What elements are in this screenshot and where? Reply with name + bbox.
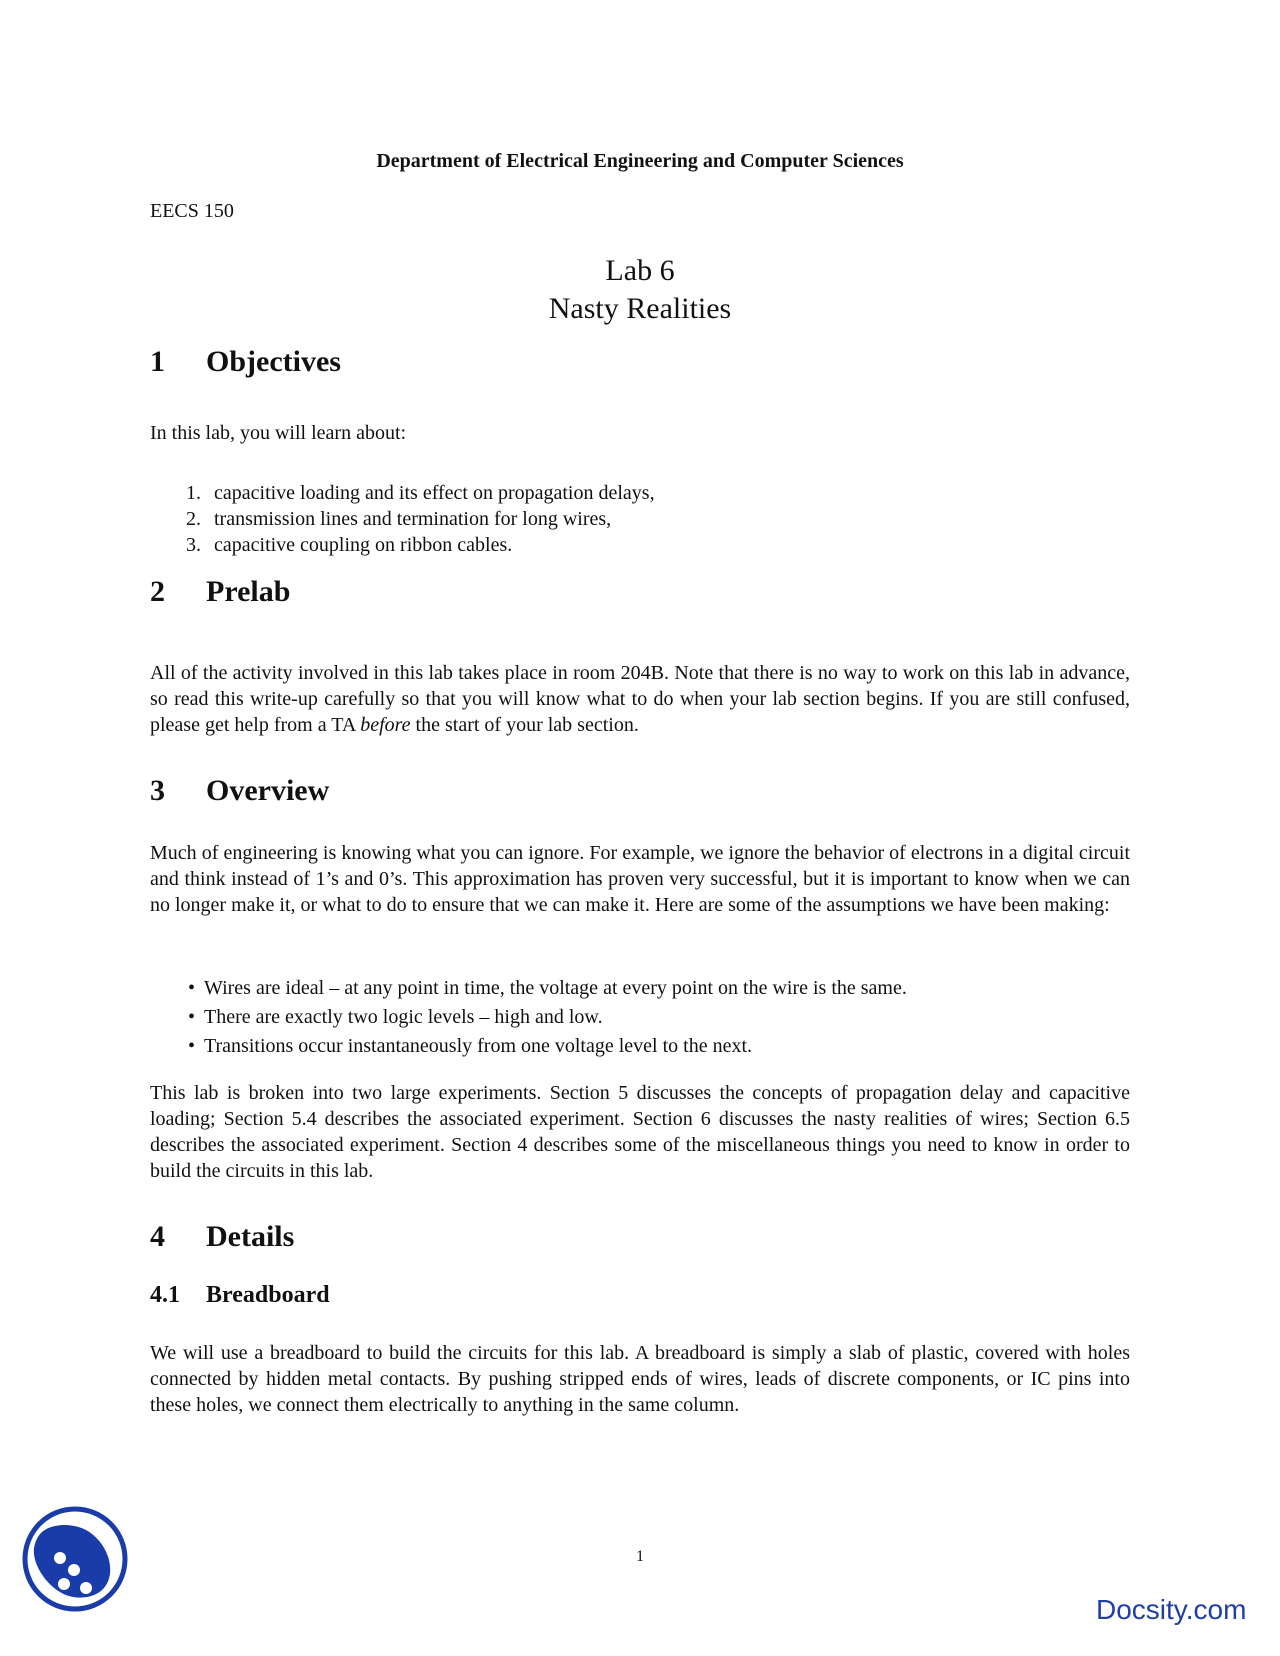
section-number: 1 [150,345,165,378]
list-item [150,532,655,558]
assumptions-list [150,974,907,1061]
bullet-icon: • [188,1006,196,1028]
section-heading-prelab [150,575,290,609]
objectives-list [150,480,655,558]
course-code: EECS 150 [150,200,234,222]
prelab-text-end: the start of your lab section. [410,714,639,736]
section-title: Overview [206,774,330,807]
overview-paragraph-2: This lab is broken into two large experiments. Section 5 discusses the concepts of propagation delay and capacitive loading; Section 5.4 describes the associated experiment. Section 6 discusses the nasty realities of wires; Section 6.5 describes the associated experiment. Section 4 describes some of the miscellaneous things you need to know in order to build the circuits in this lab. [150,1082,1130,1182]
list-item-text: capacitive coupling on ribbon cables. [214,534,513,556]
list-marker: 1. [186,482,201,504]
list-marker: 2. [186,508,201,530]
list-item [150,1032,907,1061]
lab-title: Nasty Realities [548,292,732,325]
list-item-text: There are exactly two logic levels – high and low. [204,1006,603,1028]
subsection-heading-breadboard [150,1282,330,1309]
section-title: Details [206,1220,295,1253]
section-number: 4 [150,1220,165,1253]
section-title: Objectives [206,345,341,378]
subsection-number: 4.1 [150,1282,180,1308]
docsity-logo-icon [20,1504,130,1614]
docsity-brand-link[interactable]: Docsity.com [1096,1594,1247,1625]
subsection-title: Breadboard [206,1282,330,1308]
page-number: 1 [636,1548,644,1565]
list-item-text: Wires are ideal – at any point in time, the voltage at every point on the wire is the same. [204,977,907,999]
overview-paragraph-1: Much of engineering is knowing what you can ignore. For example, we ignore the behavior of electrons in a digital circuit and think instead of 1’s and 0’s. This approximation has proven very successful, but it is important to know when we can no longer make it, or what to do to ensure that we can make it. Here are some of the assumptions we have been making: [150,842,1130,916]
prelab-paragraph [150,660,1130,738]
section-heading-details [150,1220,294,1254]
bullet-icon: • [188,977,196,999]
lab-title-block [150,252,1130,328]
list-item [150,506,655,532]
section-title: Prelab [206,575,291,608]
list-item-text: capacitive loading and its effect on propagation delays, [214,482,655,504]
list-marker: 3. [186,534,201,556]
bullet-icon: • [188,1035,196,1057]
section-number: 3 [150,774,165,807]
section-heading-objectives [150,345,341,379]
breadboard-paragraph: We will use a breadboard to build the circuits for this lab. A breadboard is simply a slab of plastic, covered with holes connected by hidden metal contacts. By pushing stripped ends of wires, leads of discrete components, or IC pins into these holes, we connect them electrically to anything in the same column. [150,1342,1130,1416]
department-heading: Department of Electrical Engineering and Computer Sciences [376,150,904,172]
list-item [150,480,655,506]
list-item-text: Transitions occur instantaneously from one voltage level to the next. [204,1035,753,1057]
list-item [150,974,907,1003]
prelab-text-start: All of the activity involved in this lab takes place in room 204B. Note that there is no way to work on this lab in advance, so read this write-up carefully so that you will know what to do when your lab section begins. If you are still confused, please get help from a TA [150,662,1130,736]
lab-number: Lab 6 [605,254,675,287]
objectives-intro: In this lab, you will learn about: [150,422,407,444]
section-heading-overview [150,774,329,808]
list-item [150,1003,907,1032]
section-number: 2 [150,575,165,608]
list-item-text: transmission lines and termination for long wires, [214,508,612,530]
prelab-emphasis: before [360,714,411,736]
